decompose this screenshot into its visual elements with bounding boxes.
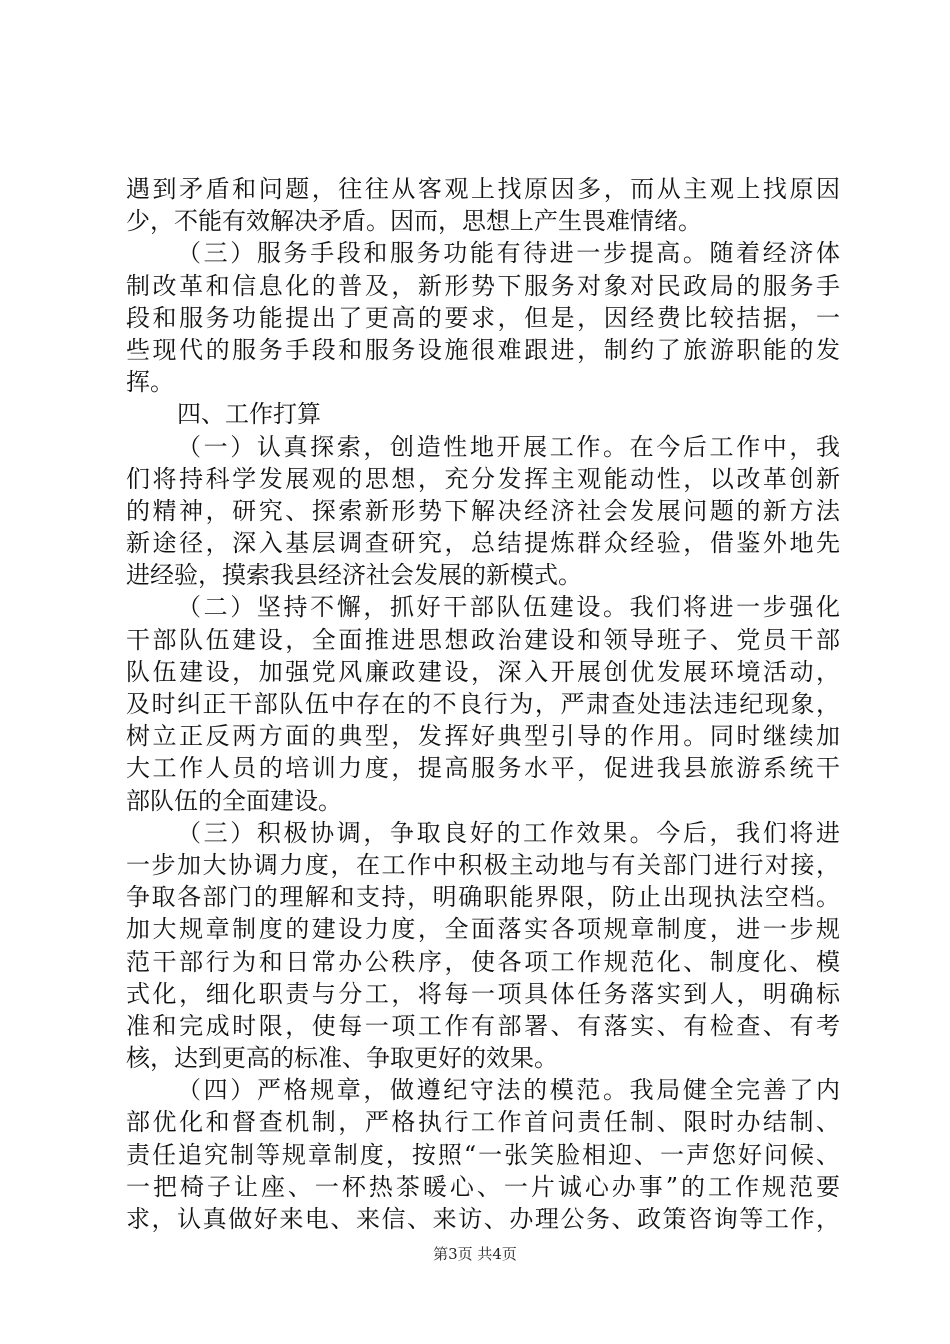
text-line: 责任追究制等规章制度，按照“一张笑脸相迎、一声您好问候、 [126, 1140, 840, 1169]
text-line: 进经验，摸索我县经济社会发展的新模式。 [126, 561, 582, 590]
text-line: （三）服务手段和服务功能有待进一步提高。随着经济体 [177, 239, 840, 268]
text-line: 一把椅子让座、一杯热茶暖心、一片诚心办事”的工作规范要 [126, 1172, 840, 1201]
text-line: 部优化和督查机制，严格执行工作首问责任制、限时办结制、 [126, 1108, 840, 1137]
text-line: （一）认真探索，创造性地开展工作。在今后工作中，我 [177, 432, 840, 461]
text-line: 一步加大协调力度，在工作中积极主动地与有关部门进行对接， [126, 850, 840, 879]
text-line: 少，不能有效解决矛盾。因而，思想上产生畏难情绪。 [126, 207, 702, 236]
text-line: 新途径，深入基层调查研究，总结提炼群众经验，借鉴外地先 [126, 529, 840, 558]
text-line: 式化，细化职责与分工，将每一项具体任务落实到人，明确标 [126, 979, 840, 1008]
text-line: 求，认真做好来电、来信、来访、办理公务、政策咨询等工作， [126, 1205, 840, 1233]
document-body [126, 173, 840, 1235]
text-line: 的精神，研究、探索新形势下解决经济社会发展问题的新方法 [126, 496, 840, 525]
text-line: 及时纠正干部队伍中存在的不良行为，严肃查处违法违纪现象， [126, 690, 840, 718]
text-line: （二）坚持不懈，抓好干部队伍建设。我们将进一步强化 [177, 593, 840, 622]
text-line: 队伍建设，加强党风廉政建设，深入开展创优发展环境活动， [126, 657, 840, 686]
text-line: 准和完成时限，使每一项工作有部署、有落实、有检查、有考 [126, 1011, 840, 1040]
text-line: 四、工作打算 [177, 400, 321, 429]
text-line: 段和服务功能提出了更高的要求，但是，因经费比较拮据，一 [126, 303, 840, 332]
text-line: （三）积极协调，争取良好的工作效果。今后，我们将进 [177, 818, 840, 847]
text-line: （四）严格规章，做遵纪守法的模范。我局健全完善了内 [177, 1076, 840, 1105]
text-line: 干部队伍建设，全面推进思想政治建设和领导班子、党员干部 [126, 625, 840, 654]
text-line: 制改革和信息化的普及，新形势下服务对象对民政局的服务手 [126, 271, 840, 300]
text-line: 部队伍的全面建设。 [126, 786, 342, 815]
text-line: 加大规章制度的建设力度，全面落实各项规章制度，进一步规 [126, 915, 840, 944]
text-line: 遇到矛盾和问题，往往从客观上找原因多，而从主观上找原因 [126, 175, 840, 203]
page-number-footer: 第3页 共4页 [433, 1245, 517, 1263]
text-line: 些现代的服务手段和服务设施很难跟进，制约了旅游职能的发 [126, 335, 840, 364]
text-line: 们将持科学发展观的思想，充分发挥主观能动性，以改革创新 [126, 464, 840, 493]
text-line: 树立正反两方面的典型，发挥好典型引导的作用。同时继续加 [126, 722, 840, 751]
text-line: 范干部行为和日常办公秩序，使各项工作规范化、制度化、模 [126, 947, 840, 976]
text-line: 争取各部门的理解和支持，明确职能界限，防止出现执法空档。 [126, 883, 840, 912]
text-line: 大工作人员的培训力度，提高服务水平，促进我县旅游系统干 [126, 754, 840, 783]
text-line: 核，达到更高的标准、争取更好的效果。 [126, 1044, 558, 1073]
text-line: 挥。 [126, 368, 174, 397]
